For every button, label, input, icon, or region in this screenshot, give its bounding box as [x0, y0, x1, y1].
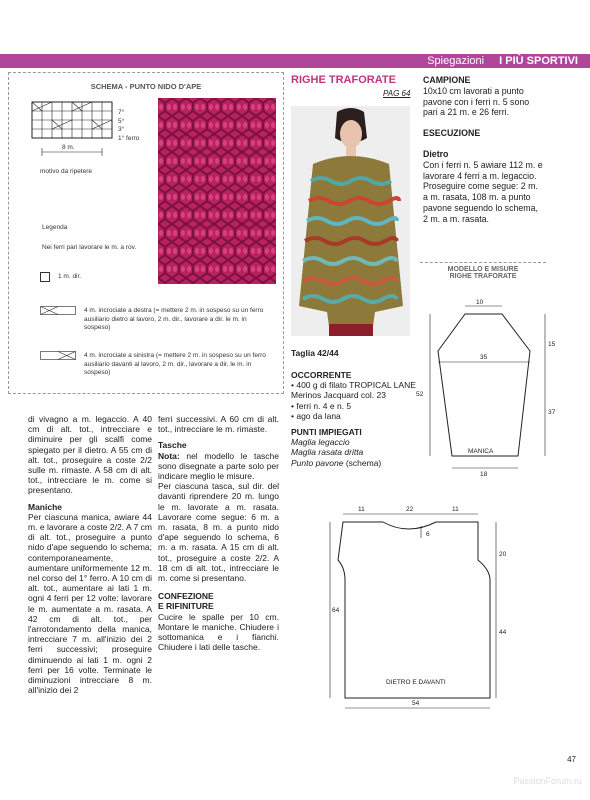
row-3: 3° [118, 126, 125, 133]
campione-text: 10x10 cm lavorati a punto pavone con i ferri n. 5 sono pari a 21 m. e 26 ferri. [423, 85, 530, 118]
occorrente-section [291, 370, 416, 468]
maniche-heading: Maniche [28, 501, 63, 512]
sleeve-body-height: 37 [548, 409, 556, 416]
body-total-height: 64 [332, 607, 340, 614]
nota-paragraph [158, 451, 279, 482]
key2-symbol [40, 306, 76, 316]
body-lower-height: 44 [499, 629, 507, 636]
campione-heading: CAMPIONE [423, 75, 471, 85]
punti-item-3-suffix: (schema) [343, 457, 382, 468]
occorrente-item-3: • ago da lana [291, 410, 341, 421]
stitch-swatch-image [158, 98, 276, 284]
maniche-text-end: ferri successivi. A 60 cm di alt. tot., intrecciare le m. rimaste. [158, 414, 279, 435]
page-number: 47 [567, 755, 576, 764]
punti-item-1: Maglia legaccio [291, 437, 350, 448]
key1-text: 1 m. dir. [58, 273, 82, 280]
body-bottom-width: 54 [412, 700, 420, 707]
legend-note: Nei ferri pari lavorare le m. a rov. [42, 244, 137, 251]
occorrente-item-2: • ferri n. 4 e n. 5 [291, 400, 352, 411]
tasche-heading: Tasche [158, 440, 187, 451]
sleeve-cap-height: 15 [548, 341, 556, 348]
section-title: I PIÙ SPORTIVI [499, 55, 578, 67]
nota-text: nel modello le tasche sono disegnate a parte solo per indicare meglio le misure. [158, 450, 279, 482]
row-labels [118, 109, 139, 143]
nota-label: Nota: [158, 450, 180, 461]
tasche-text: Per ciascuna tasca, sul dir. del davanti riprendere 20 m. lungo le m. lavorate a m. rasata. Lavorare come segue: 6 m. a m. rasata, 8 m. a punto nido d'ape seguendo lo schema, 6 m. a m. rasata. A 15 cm di alt. tot., proseguire a coste 2/2. A 18 cm di alt. tot., intrecciare le m. come si presentano. [158, 481, 279, 584]
modello-header [420, 262, 546, 280]
confezione-heading: CONFEZIONE [158, 591, 214, 602]
body-label: DIETRO E DAVANTI [386, 679, 446, 686]
punti-item-3-name: Punto pavone [291, 457, 344, 468]
repeat-label: motivo da ripetere [40, 168, 93, 175]
sleeve-bottom-width: 18 [480, 471, 488, 478]
key2-text: 4 m. incrociate a destra (= mettere 2 m. in sospeso su un ferro ausiliario dietro al lavoro, 2 m. dir., lavorare a dir. le m. in sospeso) [84, 307, 264, 331]
front-text-end: di vivagno a m. legaccio. A 40 cm di alt. tot., intrecciare e diminuire per gli scalfi come spiegato per il dietro. A 55 cm di alt. tot., proseguire a coste 2/2 sulle m. rimaste. A 58 cm di alt. tot., intrecciare le m. come si presentano. [28, 414, 152, 496]
punti-item-2: Maglia rasata dritta [291, 447, 364, 458]
dietro-heading: Dietro [423, 148, 449, 159]
key3-symbol [40, 351, 76, 361]
watermark: PassionForum.ru [513, 776, 582, 786]
occorrente-item-text: ago da lana [296, 410, 341, 421]
punti-item-3 [291, 458, 416, 468]
schema-title: SCHEMA - PUNTO NIDO D'APE [90, 82, 202, 91]
body-armhole-height: 20 [499, 551, 507, 558]
dietro-text: Con i ferri n. 5 awiare 112 m. e lavorare 4 ferri a m. legaccio. Proseguire come segue: 2 m. a m. rasata, 108 m. a punto pavone seguendo lo schema, 2 m. a m. rasata. [423, 159, 543, 224]
stitch-chart [30, 100, 120, 160]
model-photo [291, 106, 410, 336]
body-neck-width: 22 [406, 506, 414, 513]
section-band [0, 54, 590, 68]
modello-subtitle: RIGHE TRAFORATE [449, 273, 517, 280]
chart-width-label: 8 m. [62, 144, 75, 151]
key3-text: 4 m. incrociate a sinistra (= mettere 2 m. in sospeso su un ferro ausiliario davanti al lavoro, 2 m. dir., lavorare a dir. le m. in sospeso) [84, 352, 266, 376]
key1-symbol [40, 272, 50, 282]
legend-title: Legenda [42, 224, 68, 231]
right-column [423, 75, 543, 225]
sleeve-diagram [410, 296, 560, 486]
left-column [28, 414, 152, 695]
occorrente-item-text: 400 g di filato TROPICAL LANE Merinos Jacquard col. 23 [291, 380, 416, 401]
maniche-text: Per ciascuna manica, awiare 44 m. e lavorare a coste 2/2. A 7 cm di alt. tot., proseguire a punto nido d'ape seguendo lo schema; contemporaneamente, aumentare uniformemente 12 m. nel corso del 1° ferro. A 10 cm di alt. tot., aumentare ai lati 1 m. ogni 4 ferri per 12 volte: lavorare le m. aumentate a m. rasata. A 42 cm di alt. tot., per l'arrotondamento della manica, intrecciare 7 m. all'inizio dei 2 ferri successivi; proseguire diminuendo ai lati 1 m. ogni 2 ferri per 16 volte. Terminate le diminuzioni intrecciare 8 m. all'inizio dei 2 [28, 511, 152, 696]
pattern-title: RIGHE TRAFORATE [291, 74, 396, 86]
occorrente-heading: OCCORRENTE [291, 370, 352, 380]
occorrente-item-text: ferri n. 4 e n. 5 [296, 400, 352, 411]
section-label: Spiegazioni [427, 55, 485, 67]
body-shoulder-right: 11 [452, 506, 459, 513]
row-5: 5° [118, 117, 125, 125]
top-margin [0, 0, 590, 50]
size-label: Taglia 42/44 [291, 348, 339, 358]
modello-title: MODELLO E MISURE [447, 266, 519, 273]
body-shoulder-left: 11 [358, 506, 365, 513]
middle-column [158, 414, 279, 652]
sleeve-top-width: 10 [476, 299, 484, 306]
page-reference: PAG 64 [383, 89, 411, 98]
row-7: 7° [118, 109, 125, 116]
occorrente-item-1: • 400 g di filato TROPICAL LANE Merinos Jacquard col. 23 [291, 380, 416, 401]
sleeve-label: MANICA [468, 448, 494, 455]
row-1: 1° ferro [118, 134, 140, 142]
sleeve-side-length: 52 [416, 391, 424, 398]
body-neck-depth: 6 [426, 531, 430, 538]
esecuzione-heading: ESECUZIONE [423, 128, 481, 139]
body-diagram [318, 500, 518, 720]
punti-heading: PUNTI IMPIEGATI [291, 427, 362, 438]
confezione-text: Cucire le spalle per 10 cm. Montare le maniche. Chiudere i sottomanica e i fianchi. Chiudere i lati delle tasche. [158, 611, 279, 653]
sleeve-width: 35 [480, 354, 488, 361]
rifiniture-heading: E RIFINITURE [158, 601, 214, 612]
